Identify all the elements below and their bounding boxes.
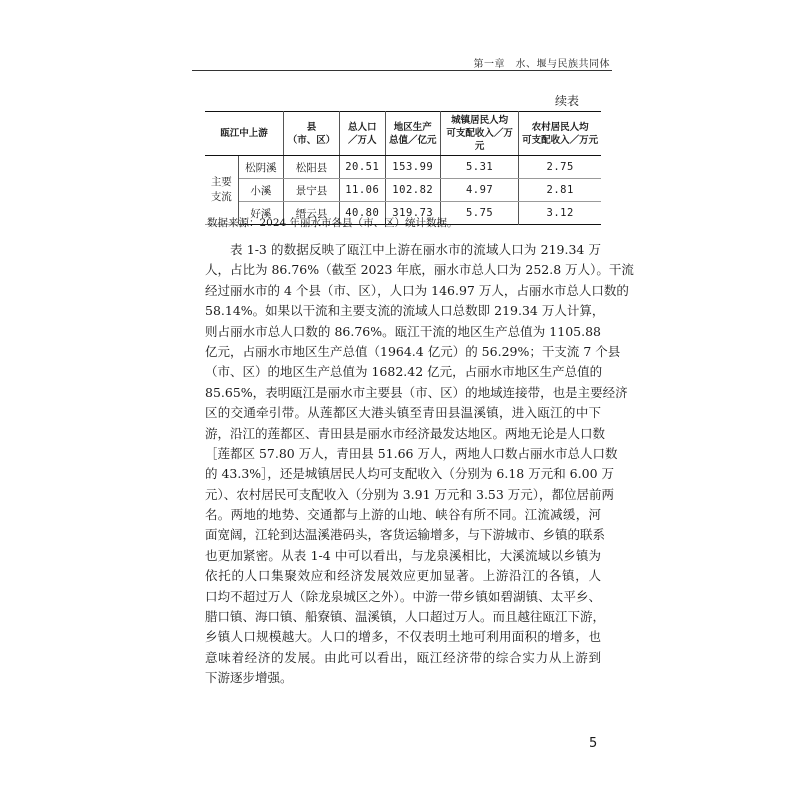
branch-cell: 小溪 <box>238 179 283 202</box>
page-number: 5 <box>589 736 598 751</box>
body-line: 也更加紧密。从表 1-4 中可以看出，与龙泉溪相比，大溪流域以乡镇为 <box>205 547 601 563</box>
branch-cell: 松阴溪 <box>238 156 283 179</box>
urban-income-cell: 4.97 <box>440 179 518 202</box>
body-line: 下游逐步增强。 <box>205 670 293 686</box>
body-line: 人，占比为 86.76%（截至 2023 年底，丽水市总人口为 252.8 万人）。干流 <box>205 262 634 278</box>
county-cell: 缙云县 <box>284 202 340 225</box>
county-cell: 景宁县 <box>284 179 340 202</box>
body-line: 表 1-3 的数据反映了瓯江中上游在丽水市的流域人口为 219.34 万 <box>230 242 601 257</box>
rural-income-cell: 2.81 <box>519 179 601 202</box>
population-cell: 20.51 <box>339 156 385 179</box>
statistics-table <box>205 111 601 225</box>
population-cell: 40.80 <box>339 202 385 225</box>
body-line: 85.65%，表明瓯江是丽水市主要县（市、区）的地域连接带，也是主要经济 <box>205 384 628 400</box>
body-line: 口均不超过万人（除龙泉城区之外）。中游一带乡镇如碧湖镇、太平乡、 <box>205 588 601 604</box>
population-cell: 11.06 <box>339 179 385 202</box>
urban-income-cell: 5.75 <box>440 202 518 225</box>
body-line: 游，沿江的莲都区、青田县是丽水市经济最发达地区。两地无论是人口数 <box>205 425 606 441</box>
header-section: 瓯江中上游 <box>205 112 284 156</box>
rural-income-cell: 2.75 <box>519 156 601 179</box>
gdp-cell: 319.73 <box>385 202 440 225</box>
body-line: 意味着经济的发展。由此可以看出，瓯江经济带的综合实力从上游到 <box>205 649 601 665</box>
body-line: 腊口镇、海口镇、船寮镇、温溪镇，人口超过万人。而且越往瓯江下游， <box>205 609 606 625</box>
header-population: 总人口 ／万人 <box>339 112 385 156</box>
group-label: 主要 支流 <box>205 156 238 225</box>
header-urban-income: 城镇居民人均 可支配收入／万元 <box>440 112 518 156</box>
header-rural-income: 农村居民人均 可支配收入／万元 <box>519 112 601 156</box>
body-line: 则占丽水市总人口数的 86.76%。瓯江干流的地区生产总值为 1105.88 <box>205 323 601 339</box>
body-line: 区的交通牵引带。从莲都区大港头镇至青田县温溪镇，进入瓯江的中下 <box>205 405 601 421</box>
data-source-note: 数据来源：2024 年丽水市各县（市、区）统计数据。 <box>207 217 458 229</box>
table-row <box>205 179 601 202</box>
body-line: （市、区）的地区生产总值为 1682.42 亿元，占丽水市地区生产总值的 <box>205 364 603 380</box>
body-line: 面宽阔，江轮到达温溪港码头，客货运输增多，与下游城市、乡镇的联系 <box>205 527 606 543</box>
body-line: 乡镇人口规模越大。人口的增多，不仅表明土地可利用面积的增多，也 <box>205 629 601 645</box>
header-county: 县 （市、区） <box>284 112 340 156</box>
header-gdp: 地区生产 总值／亿元 <box>385 112 440 156</box>
body-line: 亿元，占丽水市地区生产总值（1964.4 亿元）的 56.29%；干支流 7 个县 <box>205 343 621 359</box>
table-row <box>205 156 601 179</box>
running-header: 第一章 水、堰与民族共同体 <box>473 59 610 70</box>
body-line: 的 43.3%］，还是城镇居民人均可支配收入（分别为 6.18 万元和 6.00 万 <box>205 466 614 482</box>
body-line: 元）、农村居民可支配收入（分别为 3.91 万元和 3.53 万元），都位居前两 <box>205 486 615 502</box>
body-line: 依托的人口集聚效应和经济发展效应更加显著。上游沿江的各镇，人 <box>205 568 601 584</box>
body-line: ［莲都区 57.80 万人，青田县 51.66 万人，两地人口数占丽水市总人口数 <box>205 445 618 461</box>
table-continued-label: 续表 <box>555 94 580 108</box>
body-line: 经过丽水市的 4 个县（市、区），人口为 146.97 万人，占丽水市总人口数的 <box>205 282 629 298</box>
header-rule <box>192 70 612 71</box>
table-header-row <box>205 112 601 156</box>
gdp-cell: 153.99 <box>385 156 440 179</box>
gdp-cell: 102.82 <box>385 179 440 202</box>
body-line: 名。两地的地势、交通都与上游的山地、峡谷有所不同。江流减缓，河 <box>205 507 601 523</box>
body-text <box>205 240 634 689</box>
body-line: 58.14%。如果以干流和主要支流的流域人口总数即 219.34 万人计算， <box>205 303 605 319</box>
urban-income-cell: 5.31 <box>440 156 518 179</box>
county-cell: 松阳县 <box>284 156 340 179</box>
rural-income-cell: 3.12 <box>546 207 574 219</box>
branch-cell: 好溪 <box>238 202 283 225</box>
